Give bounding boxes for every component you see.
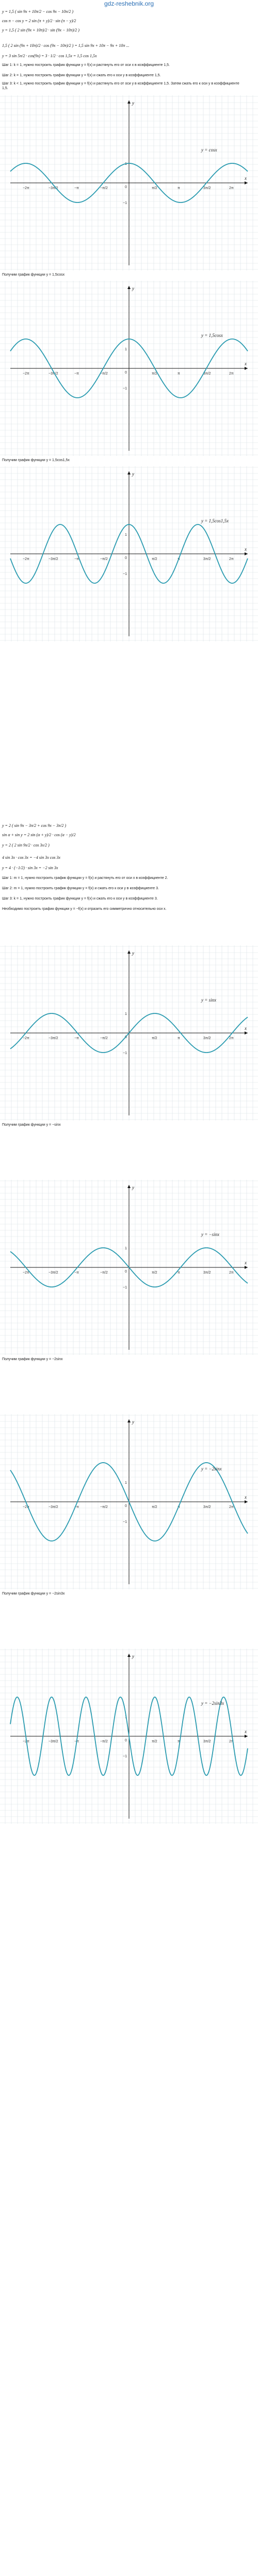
- function-graph: [0, 95, 258, 275]
- step-text: Необходимо построить график функции y = −f(x) и отразить его симметрично относительно оси x.: [2, 907, 167, 911]
- step-text: Шаг 2: m = 1, нужно построить график функции y = f(x) и сжать его к оси y в коэффициенте 3.: [2, 887, 159, 890]
- x-arrow-icon: [245, 1735, 248, 1738]
- step-text: Шаг 2: k = 1, нужно построить график функции y = f(x) и сжать его к оси y в коэффициенте 1,5.: [2, 74, 161, 77]
- y-tick-label: −1: [123, 1286, 127, 1290]
- y-axis-label: y: [132, 1419, 134, 1425]
- math-line: cos π − cos y = 2 sin (π + y)/2 · sin (π − y)/2: [2, 19, 76, 23]
- x-tick-label: −π: [74, 1740, 79, 1743]
- site-header[interactable]: gdz-reshebnik.org: [104, 0, 154, 7]
- y-tick-label: 1: [125, 162, 127, 166]
- x-tick-label: −2π: [23, 1271, 29, 1275]
- step-text: Шаг 1: k = 1, нужно построить график функции y = f(x) и растянуть его от оси x в коэффициенте 1,5.: [2, 63, 170, 67]
- y-axis-label: y: [132, 1185, 134, 1190]
- x-tick-label: 2π: [229, 1271, 234, 1275]
- x-tick-label: 3π/2: [203, 557, 211, 561]
- math-line: y = 2 ( sin 9x − 3π/2 + cos 9x − 3π/2 ): [2, 823, 67, 828]
- graph-canvas: [0, 1414, 258, 1589]
- graph-canvas: [0, 945, 258, 1121]
- x-tick-label: 2π: [229, 1740, 234, 1743]
- x-tick-label: −3π/2: [49, 557, 58, 561]
- y-tick-label: −1: [123, 1520, 127, 1524]
- function-caption: y = 1,5cosx: [201, 333, 223, 338]
- graph-canvas: [0, 466, 258, 641]
- graph-result-label: Получим график функции y = −2sinx: [2, 1358, 63, 1361]
- x-tick-label: −π/2: [100, 1271, 108, 1275]
- x-tick-label: −2π: [23, 1037, 29, 1040]
- x-tick-label: 3π/2: [203, 372, 211, 376]
- y-tick-label: −1: [123, 1052, 127, 1055]
- graph-canvas: [0, 1649, 258, 1824]
- x-tick-label: −π/2: [100, 372, 108, 376]
- x-tick-label: 3π/2: [203, 187, 211, 190]
- function-graph: [0, 1180, 258, 1360]
- x-tick-label: −π: [74, 1037, 79, 1040]
- math-line: y = 1,5 ( 2 sin (9x + 10π)/2 · sin (9x − 10π)/2 ): [2, 28, 79, 32]
- y-arrow-icon: [127, 1654, 131, 1657]
- math-line: 4 sin 3x · cos 3x = −4 sin 3x cos 3x: [2, 855, 60, 860]
- y-tick-label: 1: [125, 1716, 127, 1719]
- function-caption: y = −2sinx: [201, 1466, 222, 1472]
- x-tick-label: π: [178, 1271, 180, 1275]
- origin-label: 0: [125, 1739, 127, 1742]
- math-line: sin α + sin y = 2 sin (α + y)/2 · cos (α − y)/2: [2, 833, 76, 837]
- y-axis-label: y: [132, 286, 134, 291]
- y-arrow-icon: [127, 100, 131, 104]
- y-arrow-icon: [127, 471, 131, 474]
- x-tick-label: −π/2: [100, 1505, 108, 1509]
- x-tick-label: −π: [74, 557, 79, 561]
- x-arrow-icon: [245, 1500, 248, 1503]
- y-arrow-icon: [127, 286, 131, 289]
- x-axis-label: x: [245, 1026, 247, 1031]
- y-tick-label: 1: [125, 533, 127, 537]
- graph-result-label: Получим график функции y = 1,5cos1,5x: [2, 459, 70, 462]
- x-tick-label: 3π/2: [203, 1505, 211, 1509]
- y-axis-label: y: [132, 951, 134, 956]
- y-arrow-icon: [127, 1185, 131, 1188]
- origin-label: 0: [125, 371, 127, 375]
- x-tick-label: 2π: [229, 187, 234, 190]
- y-arrow-icon: [127, 951, 131, 954]
- x-tick-label: −3π/2: [49, 1037, 58, 1040]
- x-tick-label: −3π/2: [49, 1740, 58, 1743]
- y-arrow-icon: [127, 1419, 131, 1422]
- x-axis-label: x: [245, 1495, 247, 1500]
- x-tick-label: −π/2: [100, 187, 108, 190]
- x-axis-label: x: [245, 547, 247, 552]
- y-tick-label: 1: [125, 1012, 127, 1016]
- y-axis-label: y: [132, 1654, 134, 1659]
- x-tick-label: 2π: [229, 1037, 234, 1040]
- function-caption: y = cosx: [201, 147, 217, 153]
- x-arrow-icon: [245, 367, 248, 370]
- function-caption: y = 1,5cos1,5x: [201, 518, 229, 524]
- y-tick-label: −1: [123, 201, 127, 205]
- x-tick-label: −π: [74, 187, 79, 190]
- math-line: y = 2 ( 2 sin 9x/2 · cos 3x/2 ): [2, 843, 50, 848]
- math-line: y = 4 · (−1/2) · sin 3x = −2 sin 3x: [2, 866, 58, 870]
- x-tick-label: π/2: [152, 187, 157, 190]
- y-tick-label: 1: [125, 1481, 127, 1485]
- step-text: Шаг 3: k = 1, нужно построить график функции y = f(x) и сжать его к оси y в коэффициенте 3.: [2, 897, 158, 901]
- x-tick-label: 3π/2: [203, 1037, 211, 1040]
- graph-result-label: Получим график функции y = 1,5cosx: [2, 273, 65, 277]
- graph-canvas: [0, 95, 258, 270]
- function-caption: y = −sinx: [201, 1232, 220, 1238]
- y-tick-label: −1: [123, 572, 127, 576]
- x-tick-label: −2π: [23, 187, 29, 190]
- step-text: Шаг 1: m = 1, нужно построить график функции y = f(x) и растянуть его от оси x в коэффициенте 2.: [2, 876, 168, 880]
- x-tick-label: π/2: [152, 1271, 157, 1275]
- x-tick-label: π: [178, 1740, 180, 1743]
- y-tick-label: −1: [123, 1755, 127, 1758]
- x-tick-label: −2π: [23, 1740, 29, 1743]
- x-tick-label: 3π/2: [203, 1740, 211, 1743]
- origin-label: 0: [125, 556, 127, 560]
- x-tick-label: −π: [74, 372, 79, 376]
- x-tick-label: π/2: [152, 372, 157, 376]
- x-arrow-icon: [245, 1266, 248, 1269]
- x-tick-label: 2π: [229, 372, 234, 376]
- x-axis-label: x: [245, 176, 247, 181]
- origin-label: 0: [125, 1036, 127, 1039]
- x-tick-label: −3π/2: [49, 1271, 58, 1275]
- function-graph: [0, 945, 258, 1125]
- graph-canvas: [0, 1180, 258, 1355]
- x-tick-label: −π/2: [100, 557, 108, 561]
- origin-label: 0: [125, 185, 127, 189]
- x-tick-label: π: [178, 187, 180, 190]
- origin-label: 0: [125, 1504, 127, 1508]
- step-text: Шаг 3: k < 1, нужно построить график функции y = f(x) и растянуть его от оси y в коэффициенте 1,5. Затем сжать его к оси y в коэффициенте 1,5.: [2, 82, 239, 90]
- x-tick-label: −3π/2: [49, 187, 58, 190]
- graph-result-label: Получим график функции y = −2sin3x: [2, 1592, 65, 1596]
- function-graph: [0, 1649, 258, 1824]
- math-line: y = 1,5 ( sin 9x + 10π/2 − cos 9x − 10π/2 ): [2, 9, 74, 14]
- origin-label: 0: [125, 1270, 127, 1274]
- x-arrow-icon: [245, 1031, 248, 1035]
- x-tick-label: 2π: [229, 557, 234, 561]
- x-tick-label: π/2: [152, 1037, 157, 1040]
- x-tick-label: 2π: [229, 1505, 234, 1509]
- x-axis-label: x: [245, 1260, 247, 1265]
- graph-canvas: [0, 281, 258, 456]
- x-tick-label: −π: [74, 1505, 79, 1509]
- graph-result-label: Получим график функции y = −sinx: [2, 1123, 61, 1127]
- y-axis-label: y: [132, 471, 134, 477]
- x-tick-label: −π/2: [100, 1740, 108, 1743]
- x-tick-label: π/2: [152, 1740, 157, 1743]
- x-tick-label: −3π/2: [49, 1505, 58, 1509]
- function-graph: [0, 1414, 258, 1594]
- x-axis-label: x: [245, 1729, 247, 1734]
- y-axis-label: y: [132, 100, 134, 106]
- x-tick-label: −π/2: [100, 1037, 108, 1040]
- function-graph: [0, 281, 258, 461]
- x-tick-label: π/2: [152, 557, 157, 561]
- x-tick-label: −2π: [23, 557, 29, 561]
- math-line: y = 3 sin 5π/2 · cos(9x) = 3 · 1/2 · cos 1,5x = 1,5 cos 1,5x: [2, 54, 97, 58]
- x-tick-label: π/2: [152, 1505, 157, 1509]
- function-graph: [0, 466, 258, 641]
- x-tick-label: −2π: [23, 1505, 29, 1509]
- x-tick-label: −2π: [23, 372, 29, 376]
- x-axis-label: x: [245, 361, 247, 366]
- x-tick-label: −3π/2: [49, 372, 58, 376]
- function-caption: y = −2sin3x: [201, 1701, 224, 1706]
- x-arrow-icon: [245, 552, 248, 555]
- function-caption: y = sinx: [201, 997, 217, 1003]
- x-tick-label: 3π/2: [203, 1271, 211, 1275]
- x-tick-label: π: [178, 557, 180, 561]
- x-arrow-icon: [245, 181, 248, 184]
- x-tick-label: π: [178, 1037, 180, 1040]
- x-tick-label: π: [178, 372, 180, 376]
- math-line: 1,5 ( 2 sin (9x + 10π)/2 · cos (9x − 10π)/2 ) = 1,5 sin 9x + 10π − 9x + 10π ...: [2, 43, 130, 48]
- y-tick-label: 1: [125, 348, 127, 351]
- x-tick-label: −π: [74, 1271, 79, 1275]
- y-tick-label: −1: [123, 387, 127, 391]
- y-tick-label: 1: [125, 1247, 127, 1250]
- x-tick-label: π: [178, 1505, 180, 1509]
